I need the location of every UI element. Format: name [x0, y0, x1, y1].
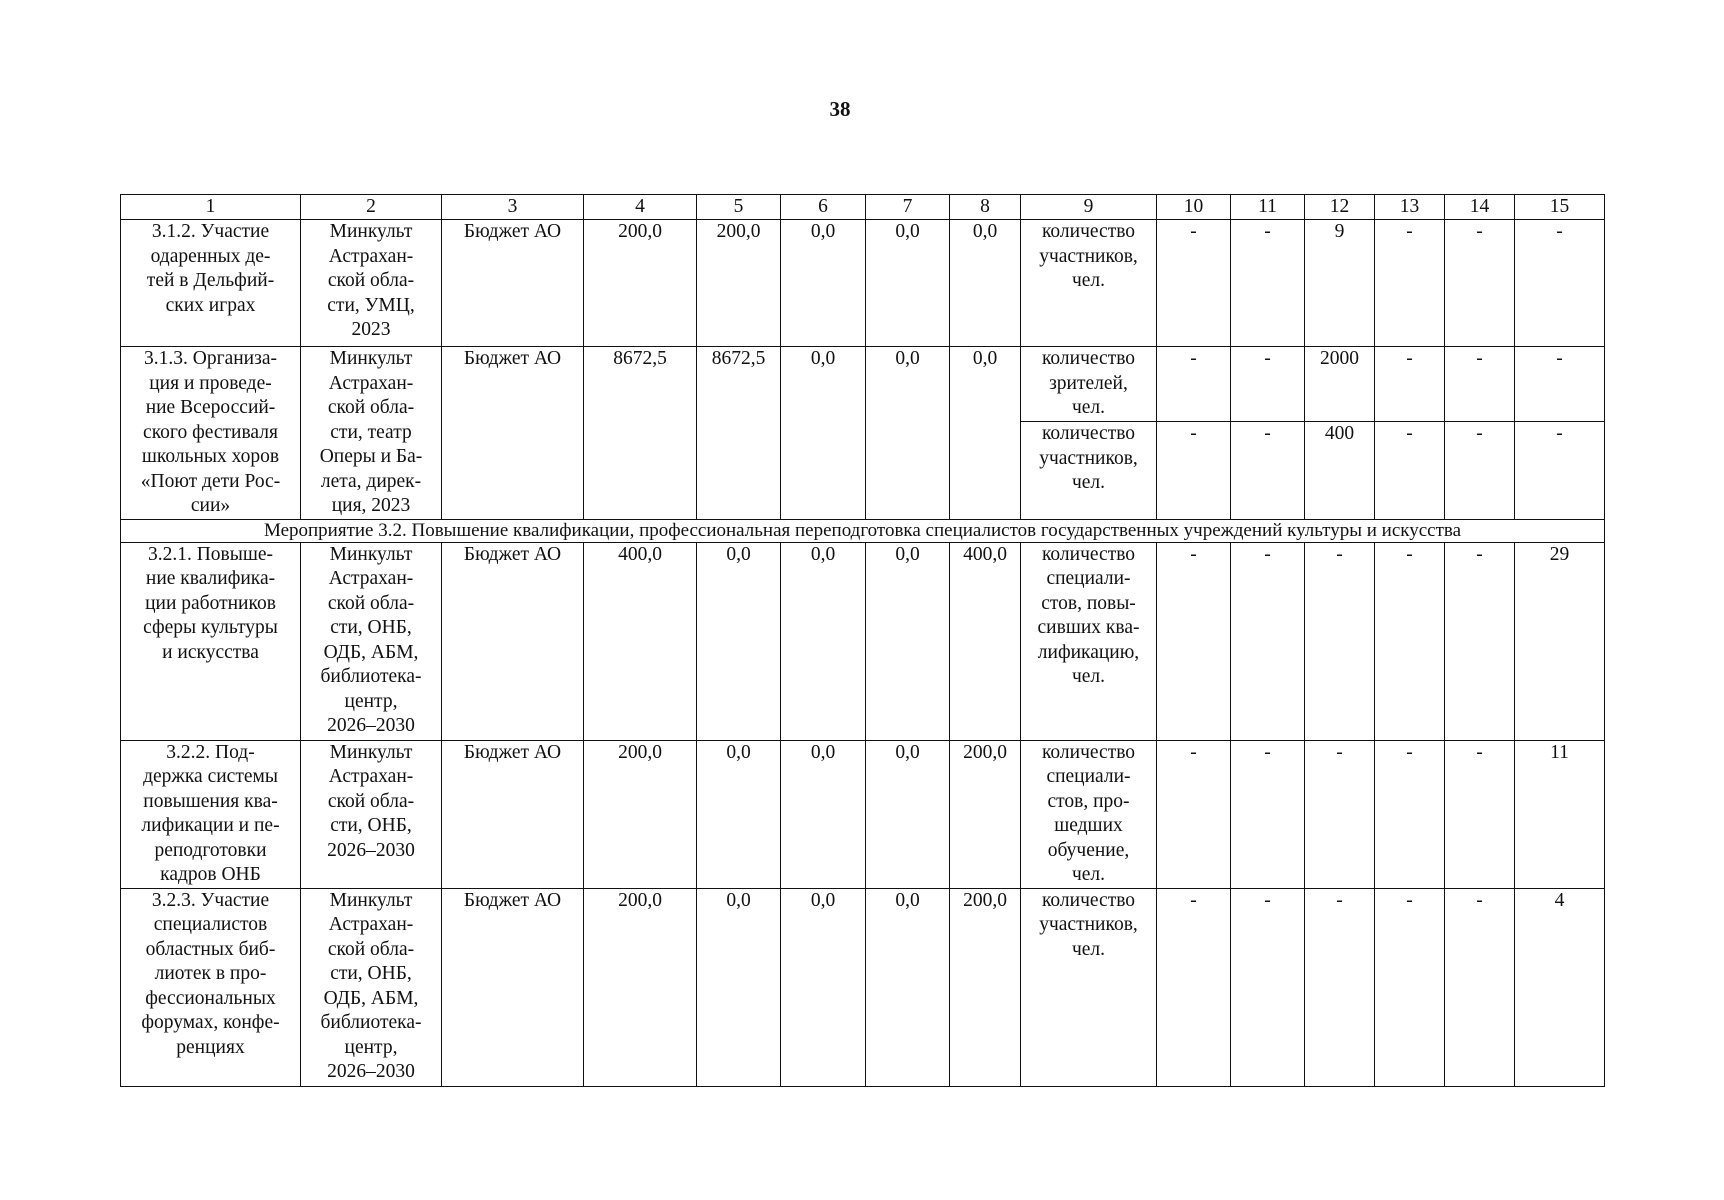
value-cell: 200,0	[584, 220, 697, 347]
value-cell: 0,0	[950, 347, 1021, 520]
funding-source-cell: Бюджет АО	[442, 888, 584, 1086]
value-cell: 0,0	[866, 740, 950, 888]
value-cell: -	[1231, 542, 1305, 740]
column-number-cell: 6	[781, 195, 866, 220]
column-number-cell: 2	[301, 195, 442, 220]
program-table	[120, 194, 1605, 1087]
value-cell: -	[1157, 347, 1231, 422]
table-row	[121, 220, 1605, 347]
value-cell: -	[1515, 220, 1605, 347]
value-cell: 0,0	[866, 220, 950, 347]
funding-source-cell: Бюджет АО	[442, 220, 584, 347]
value-cell: -	[1157, 542, 1231, 740]
column-number-cell: 9	[1021, 195, 1157, 220]
indicator-cell: количество участников, чел.	[1021, 422, 1157, 519]
value-cell: 200,0	[584, 740, 697, 888]
value-cell: 0,0	[697, 888, 781, 1086]
table-row	[121, 347, 1605, 422]
indicator-cell: количество специали- стов, повы- сивших ква- лификацию, чел.	[1021, 542, 1157, 740]
value-cell: 400,0	[584, 542, 697, 740]
value-cell: -	[1305, 888, 1375, 1086]
value-cell: -	[1375, 220, 1445, 347]
column-number-cell: 1	[121, 195, 301, 220]
column-number-cell: 15	[1515, 195, 1605, 220]
section-title: Мероприятие 3.2. Повышение квалификации, профессиональная переподготовка специалистов государственных учреждений культуры и искусства	[121, 519, 1605, 542]
value-cell: 0,0	[866, 542, 950, 740]
funding-source-cell: Бюджет АО	[442, 740, 584, 888]
value-cell: -	[1231, 347, 1305, 422]
value-cell: -	[1375, 422, 1445, 519]
value-cell: 0,0	[781, 542, 866, 740]
table-row	[121, 740, 1605, 888]
column-number-cell: 14	[1445, 195, 1515, 220]
indicator-cell: количество участников, чел.	[1021, 220, 1157, 347]
value-cell: -	[1305, 740, 1375, 888]
activity-name-cell: 3.1.2. Участие одаренных де- тей в Дельфий- ских играх	[121, 220, 301, 347]
value-cell: 0,0	[950, 220, 1021, 347]
value-cell: -	[1231, 888, 1305, 1086]
column-number-cell: 8	[950, 195, 1021, 220]
value-cell: -	[1445, 347, 1515, 422]
executor-cell: Минкульт Астрахан- ской обла- сти, ОНБ, 2026–2030	[301, 740, 442, 888]
column-number-cell: 13	[1375, 195, 1445, 220]
value-cell: 11	[1515, 740, 1605, 888]
value-cell: 0,0	[781, 220, 866, 347]
value-cell: -	[1231, 740, 1305, 888]
value-cell: 400,0	[950, 542, 1021, 740]
value-cell: 4	[1515, 888, 1605, 1086]
value-cell: -	[1445, 220, 1515, 347]
value-cell: -	[1375, 740, 1445, 888]
table-row	[121, 542, 1605, 740]
value-cell: -	[1445, 888, 1515, 1086]
table-row	[121, 888, 1605, 1086]
value-cell: 200,0	[584, 888, 697, 1086]
column-number-cell: 10	[1157, 195, 1231, 220]
value-cell: -	[1157, 740, 1231, 888]
value-cell: -	[1305, 542, 1375, 740]
indicator-cell: количество зрителей, чел.	[1021, 347, 1157, 422]
value-cell: 0,0	[781, 347, 866, 520]
value-cell: -	[1445, 422, 1515, 519]
value-cell: -	[1375, 347, 1445, 422]
value-cell: -	[1157, 888, 1231, 1086]
value-cell: 9	[1305, 220, 1375, 347]
value-cell: 400	[1305, 422, 1375, 519]
value-cell: 0,0	[697, 740, 781, 888]
value-cell: 29	[1515, 542, 1605, 740]
activity-name-cell: 3.2.3. Участие специалистов областных биб- лиотек в про- фессиональных форумах, конфе- ренциях	[121, 888, 301, 1086]
value-cell: 0,0	[866, 347, 950, 520]
activity-name-cell: 3.2.2. Под- держка системы повышения ква- лификации и пе- реподготовки кадров ОНБ	[121, 740, 301, 888]
value-cell: 200,0	[950, 740, 1021, 888]
indicator-cell: количество участников, чел.	[1021, 888, 1157, 1086]
executor-cell: Минкульт Астрахан- ской обла- сти, ОНБ, ОДБ, АБМ, библиотека- центр, 2026–2030	[301, 542, 442, 740]
value-cell: 2000	[1305, 347, 1375, 422]
column-number-cell: 3	[442, 195, 584, 220]
value-cell: -	[1515, 347, 1605, 422]
executor-cell: Минкульт Астрахан- ской обла- сти, УМЦ, 2023	[301, 220, 442, 347]
value-cell: 0,0	[697, 542, 781, 740]
value-cell: 0,0	[781, 740, 866, 888]
section-title-row	[121, 519, 1605, 542]
page-number: 38	[829, 97, 851, 121]
column-number-cell: 7	[866, 195, 950, 220]
value-cell: -	[1231, 422, 1305, 519]
value-cell: -	[1375, 888, 1445, 1086]
column-number-cell: 12	[1305, 195, 1375, 220]
column-number-cell: 5	[697, 195, 781, 220]
value-cell: -	[1157, 220, 1231, 347]
indicator-cell: количество специали- стов, про- шедших обучение, чел.	[1021, 740, 1157, 888]
value-cell: -	[1157, 422, 1231, 519]
executor-cell: Минкульт Астрахан- ской обла- сти, ОНБ, ОДБ, АБМ, библиотека- центр, 2026–2030	[301, 888, 442, 1086]
column-number-cell: 4	[584, 195, 697, 220]
funding-source-cell: Бюджет АО	[442, 542, 584, 740]
activity-name-cell: 3.2.1. Повыше- ние квалифика- ции работников сферы культуры и искусства	[121, 542, 301, 740]
value-cell: -	[1445, 542, 1515, 740]
value-cell: 0,0	[866, 888, 950, 1086]
executor-cell: Минкульт Астрахан- ской обла- сти, театр Оперы и Ба- лета, дирек- ция, 2023	[301, 347, 442, 520]
column-number-cell: 11	[1231, 195, 1305, 220]
funding-source-cell: Бюджет АО	[442, 347, 584, 520]
activity-name-cell: 3.1.3. Организа- ция и проведе- ние Всероссий- ского фестиваля школьных хоров «Поют дети Рос- сии»	[121, 347, 301, 520]
value-cell: -	[1375, 542, 1445, 740]
value-cell: 200,0	[950, 888, 1021, 1086]
value-cell: 200,0	[697, 220, 781, 347]
value-cell: 0,0	[781, 888, 866, 1086]
column-numbers-row	[121, 195, 1605, 220]
value-cell: -	[1445, 740, 1515, 888]
value-cell: -	[1515, 422, 1605, 519]
value-cell: -	[1231, 220, 1305, 347]
value-cell: 8672,5	[584, 347, 697, 520]
value-cell: 8672,5	[697, 347, 781, 520]
